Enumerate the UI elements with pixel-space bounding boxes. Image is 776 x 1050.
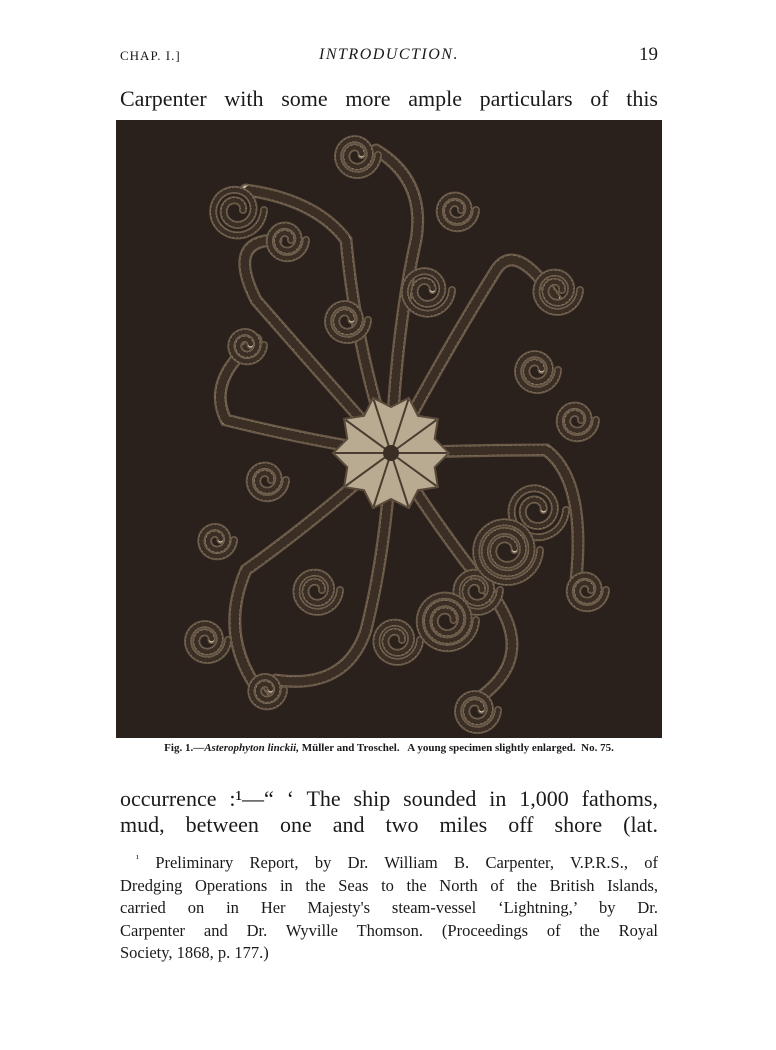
- chapter-label: CHAP. I.]: [120, 48, 181, 63]
- page-number: 19: [639, 44, 658, 65]
- footnote-line: Carpenter and Dr. Wyville Thomson. (Proceedings of the Royal: [120, 920, 658, 940]
- caption-label: Fig. 1.—: [164, 742, 205, 754]
- footnote-line: Dredging Operations in the Seas to the North of the British Islands,: [120, 875, 658, 895]
- footnote-line: carried on in Her Majesty's steam-vessel ‘Lightning,’ by Dr.: [120, 898, 658, 917]
- body-text-line: Carpenter with some more ample particulars of this: [120, 86, 658, 111]
- basket-star-illustration: [116, 120, 662, 738]
- running-title: INTRODUCTION.: [319, 46, 459, 63]
- caption-species: Asterophyton linckii,: [204, 742, 299, 754]
- caption-authors: Müller and Troschel.: [298, 742, 400, 754]
- body-text-line: mud, between one and two miles off shore (lat.: [120, 812, 658, 837]
- footnote-line-text: Preliminary Report, by Dr. William B. Carpenter, V.P.R.S., of: [155, 853, 658, 872]
- footnote-line: Society, 1868, p. 177.): [120, 943, 269, 962]
- disc-center: [383, 445, 399, 461]
- caption-description: A young specimen slightly enlarged.: [407, 742, 576, 754]
- body-text-line: occurrence :¹—“ ‘ The ship sounded in 1,000 fathoms,: [120, 786, 658, 811]
- figure-caption: [120, 742, 658, 754]
- running-head: [120, 46, 658, 68]
- footnote: [120, 852, 658, 965]
- footnote-marker: ¹: [136, 853, 139, 865]
- figure-basket-star-engraving: [116, 120, 662, 738]
- footnote-line: [120, 852, 658, 875]
- caption-number: No. 75.: [581, 742, 614, 754]
- tendril-segments: [476, 522, 540, 582]
